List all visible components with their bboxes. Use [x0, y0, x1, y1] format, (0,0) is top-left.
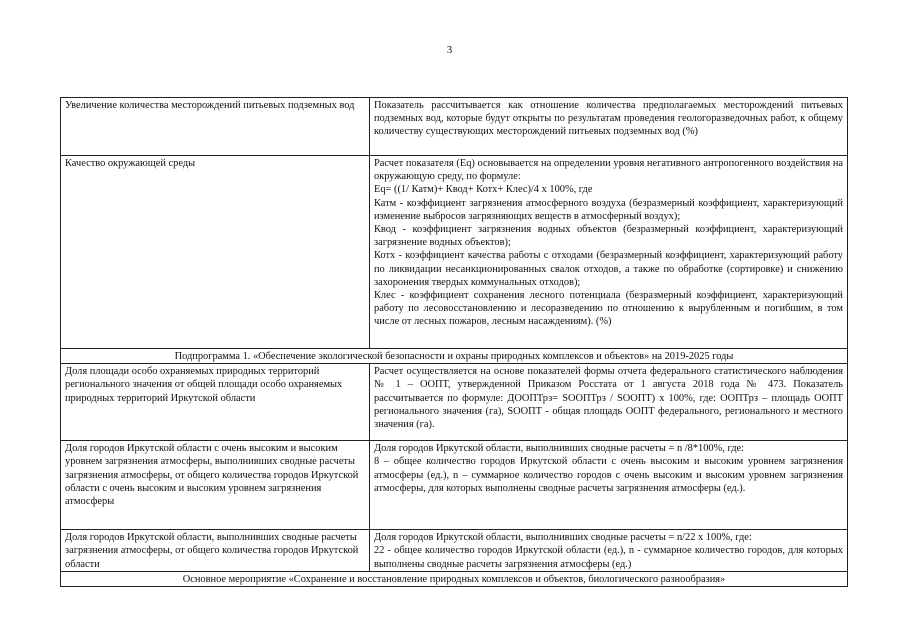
calculation-method	[370, 530, 848, 572]
page-number: 3	[446, 44, 453, 56]
section-row	[61, 349, 848, 364]
method-paragraph: 8 – общее количество городов Иркутской области с очень высоким и высоким уровнем загрязнения атмосферы (ед.), n – суммарное количество городов с очень высоким и высоким уровнем загрязнения атмосферы, для которых выполнены сводные расчеты загрязнения атмосферы (ед.).	[374, 456, 843, 494]
method-paragraph: Показатель рассчитывается как отношение количества предполагаемых месторождений питьевых подземных вод, которые будут открыты по результатам проведения геологоразведочных работ, к общему количеству существующих месторождений питьевых подземных вод (%)	[374, 100, 843, 138]
calculation-method	[370, 98, 848, 156]
method-paragraph: Расчет показателя (Eq) основывается на определении уровня негативного антропогенного воздействия на окружающую среду, по формуле:	[374, 158, 843, 183]
indicators-table	[60, 97, 848, 587]
table-row	[61, 364, 848, 441]
indicator-name: Доля городов Иркутской области, выполнивших сводные расчеты загрязнения атмосферы, от общего количества городов Иркутской области	[61, 530, 370, 572]
section-row	[61, 571, 848, 586]
table-row	[61, 156, 848, 349]
table-row	[61, 530, 848, 572]
calculation-method	[370, 364, 848, 441]
method-paragraph: Расчет осуществляется на основе показателей формы отчета федерального статистического наблюдения № 1 – ООПТ, утвержденной Приказом Росстата от 1 августа 2018 года № 473. Показатель рассчитывается по формуле: ДООПТрз= SOOПТрз / SOOПТ) х 100%, где: ООПТрз – площадь ООПТ регионального значения (га), SOOПТ - общая площадь ООПТ федерального, регионального и местного значения (га).	[374, 366, 843, 431]
indicator-name: Доля городов Иркутской области с очень высоким и высоким уровнем загрязнения атмосферы, выполнивших сводные расчеты загрязнения атмосферы, от общего количества городов Иркутской области с очень высоким и высоким уровнем загрязнения атмосферы	[61, 441, 370, 530]
method-paragraph: Квод - коэффициент загрязнения водных объектов (безразмерный коэффициент, характеризующий загрязнение водных объектов);	[374, 224, 843, 249]
indicator-name: Качество окружающей среды	[61, 156, 370, 349]
method-paragraph: Котх - коэффициент качества работы с отходами (безразмерный коэффициент, характеризующий работу по ликвидации несанкционированных свалок отходов, а также по обработке (сортировке) и снижению захоронения твердых коммунальных отходов);	[374, 250, 843, 288]
calculation-method	[370, 441, 848, 530]
formula-line: Eq= ((1/ Катм)+ Квод+ Котх+ Клес)/4 х 100%, где	[374, 184, 593, 196]
method-paragraph: Доля городов Иркутской области, выполнивших сводные расчеты = n/22 х 100%, где:	[374, 532, 752, 544]
table-row	[61, 98, 848, 156]
method-paragraph: Доля городов Иркутской области, выполнивших сводные расчеты = n /8*100%, где:	[374, 443, 744, 455]
table-row	[61, 441, 848, 530]
indicator-name: Увеличение количества месторождений питьевых подземных вод	[61, 98, 370, 156]
subprogram-heading: Подпрограмма 1. «Обеспечение экологической безопасности и охраны природных комплексов и объектов» на 2019-2025 годы	[61, 349, 848, 364]
main-activity-heading: Основное мероприятие «Сохранение и восстановление природных комплексов и объектов, биологического разнообразия»	[61, 571, 848, 586]
method-paragraph: Клес - коэффициент сохранения лесного потенциала (безразмерный коэффициент, характеризующий работу по лесовосстановлению и лесоразведению по отношению к вырубленным и погибшим, в том числе от лесных пожаров, лесным насаждениям). (%)	[374, 290, 843, 328]
calculation-method	[370, 156, 848, 349]
indicator-name: Доля площади особо охраняемых природных территорий регионального значения от общей площади особо охраняемых природных территорий Иркутской области	[61, 364, 370, 441]
method-paragraph: 22 - общее количество городов Иркутской области (ед.), n - суммарное количество городов, для которых выполнены сводные расчеты загрязнения атмосферы (ед.)	[374, 545, 843, 570]
method-paragraph: Катм - коэффициент загрязнения атмосферного воздуха (безразмерный коэффициент, характеризующий изменение выбросов загрязняющих веществ в атмосферный воздух);	[374, 197, 843, 222]
